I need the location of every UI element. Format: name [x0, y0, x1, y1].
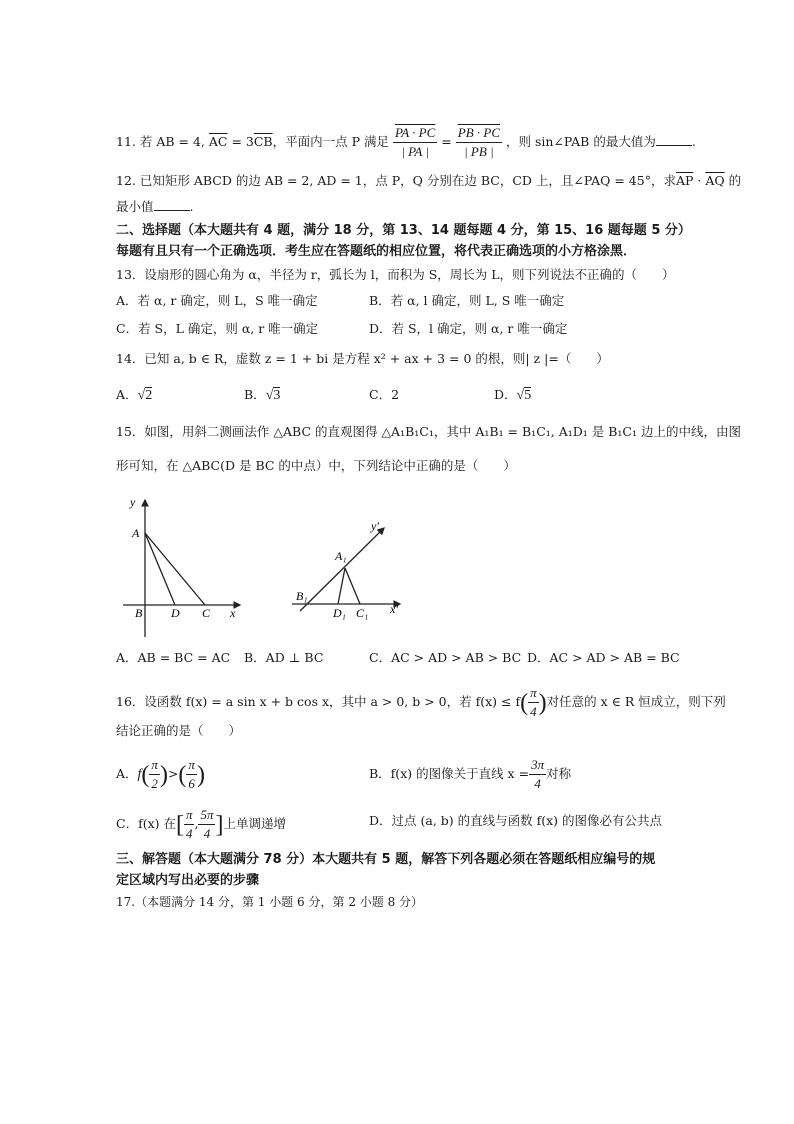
- q15-fig1-label-d: D: [171, 606, 180, 620]
- q15-fig1-label-a: A: [132, 526, 140, 540]
- q15-fig2-label-c: C₁: [356, 606, 369, 620]
- q15-option-c: C．AC > AD > AB > BC: [369, 650, 522, 665]
- q15-fig2-label-d: D₁: [333, 606, 346, 620]
- q11-fraction-1: $\frac{PA \cdot PC}{| PA |}$: [394, 125, 436, 159]
- q15-fig2-side-ad: [338, 568, 345, 604]
- q14-option-b: B．√3: [244, 387, 281, 403]
- q15-line-2: 形可知，在 △ABC(D 是 BC 的中点）中，下列结论中正确的是（ ）: [116, 458, 516, 473]
- q13-stem: 13．设扇形的圆心角为 α，半径为 r，弧长为 l，而积为 S，周长为 L，则下列说法不正确的（ ）: [116, 267, 675, 282]
- q12-line2-pre: 最小值: [116, 199, 154, 214]
- q15-fig2-y-axis: [300, 528, 384, 611]
- q11-eq2: =: [441, 134, 452, 149]
- q13-option-b: B．若 α, l 确定，则 L, S 唯一确定: [369, 293, 565, 308]
- q15-fig1-label-c: C: [202, 606, 211, 620]
- q15-fig2-side-ac: [345, 568, 360, 604]
- q15-fig2-label-x: x′: [390, 602, 398, 616]
- q14-option-c: C．2: [369, 387, 400, 402]
- q14-stem: 14．已知 a, b ∈ R，虚数 z = 1 + bi 是方程 x² + ax + 3 = 0 的根，则| z |=（ ）: [116, 351, 609, 366]
- q16-option-c: C．f(x) 在[ $\frac{\pi}{4}$ , $\frac{5\pi}{4}$ ]上单调递增: [116, 807, 286, 841]
- q16-line-2: 结论正确的是（ ）: [116, 723, 242, 738]
- q15-option-b: B．AD ⊥ BC: [244, 650, 324, 665]
- q16-frac-pi-4: $\frac{\pi}{4}$: [530, 685, 537, 719]
- q16-line1-pre: 16．设函数 f(x) = a sin x + b cos x，其中 a > 0, b > 0，若 f(x) ≤ f: [116, 694, 521, 709]
- q11-vector-ac: $\overline{AC}$: [208, 134, 228, 149]
- section3-heading-2: 定区域内写出必要的步骤: [116, 873, 260, 888]
- q12-vector-aq: $\overline{AQ}$: [705, 173, 725, 188]
- section3-heading-1: 三、解答题（本大题满分 78 分）本大题共有 5 题，解答下列各题必须在答题纸相应编号的规: [116, 852, 656, 867]
- q13-option-d: D．若 S，l 确定，则 α, r 唯一确定: [369, 321, 568, 336]
- q16-option-d: D．过点 (a, b) 的直线与函数 f(x) 的图像必有公共点: [369, 813, 663, 828]
- q13-option-a: A．若 α, r 确定，则 L，S 唯一确定: [116, 293, 318, 308]
- q11-line: [116, 124, 696, 161]
- q15-fig1-label-y: y: [130, 495, 136, 509]
- q15-fig1-side-ad: [145, 533, 175, 605]
- q12-line-1: [116, 172, 741, 190]
- q11-answer-blank: [656, 133, 692, 146]
- q12-line-2: [116, 198, 194, 216]
- q15-fig2-label-a: A₁: [335, 549, 347, 563]
- q11-end: .: [691, 134, 696, 149]
- q15-figure-original: [118, 492, 248, 642]
- q15-fig2-label-b: B₁: [296, 589, 308, 603]
- q11-pre: 若 AB = 4,: [139, 134, 209, 149]
- q16-option-b: B．f(x) 的图像关于直线 x = $\frac{3\pi}{4}$ 对称: [369, 757, 572, 791]
- q16-option-a: A．f( $\frac{\pi}{2}$ )>( $\frac{\pi}{6}$ ): [116, 757, 205, 791]
- q11-eq: = 3: [227, 134, 254, 149]
- q15-option-a: A．AB = BC = AC: [116, 650, 231, 665]
- section2-heading-2: 每题有且只有一个正确选项．考生应在答题纸的相应位置，将代表正确选项的小方格涂黑．: [116, 244, 637, 259]
- q15-fig1-label-b: B: [135, 606, 143, 620]
- q17-stem: 17.（本题满分 14 分，第 1 小题 6 分，第 2 小题 8 分）: [116, 895, 424, 909]
- q12-line2-end: .: [189, 199, 194, 214]
- q15-line-1: 15．如图，用斜二测画法作 △ABC 的直观图得 △A₁B₁C₁，其中 A₁B₁ = B₁C₁, A₁D₁ 是 B₁C₁ 边上的中线，由图: [116, 424, 741, 439]
- q15-fig2-label-y: y′: [371, 519, 379, 533]
- q11-post: ，则 sin∠PAB 的最大值为: [505, 134, 656, 149]
- q13-option-c: C．若 S，L 确定，则 α, r 唯一确定: [116, 321, 319, 336]
- q12-dot: ·: [693, 173, 706, 188]
- q14-option-d: D．√5: [494, 387, 532, 403]
- q15-option-d: D．AC > AD > AB = BC: [527, 650, 680, 665]
- q11-number: 11.: [116, 134, 136, 149]
- q15-figure-oblique: [278, 508, 408, 638]
- section2-heading-1: 二、选择题（本大题共有 4 题，满分 18 分，第 13、14 题每题 4 分，第 15、16 题每题 5 分）: [116, 223, 691, 238]
- q11-mid: ，平面内一点 P 满足: [272, 134, 389, 149]
- q16-line-1: 16．设函数 f(x) = a sin x + b cos x，其中 a > 0, b > 0，若 f(x) ≤ f( $\frac{\pi}{4}$ )对任意的 x ∈ R 恒成立，则下列: [116, 685, 726, 719]
- q15-fig1-side-ac: [145, 533, 205, 605]
- q16-line1-post: 对任意的 x ∈ R 恒成立，则下列: [546, 694, 726, 709]
- q11-fraction-2: $\frac{PB \cdot PC}{| PB |}$: [457, 125, 500, 159]
- q12-answer-blank: [154, 198, 190, 211]
- q11-vector-cb: $\overline{CB}$: [253, 134, 273, 149]
- q14-option-a: A．√2: [116, 387, 153, 403]
- q12-vector-ap: $\overline{AP}$: [675, 173, 694, 188]
- q12-tail: 的: [724, 173, 742, 188]
- q15-fig1-label-x: x: [230, 606, 236, 620]
- q12-text: 12. 已知矩形 ABCD 的边 AB = 2, AD = 1，点 P，Q 分别在边 BC，CD 上，且∠PAQ = 45°，求: [116, 173, 676, 188]
